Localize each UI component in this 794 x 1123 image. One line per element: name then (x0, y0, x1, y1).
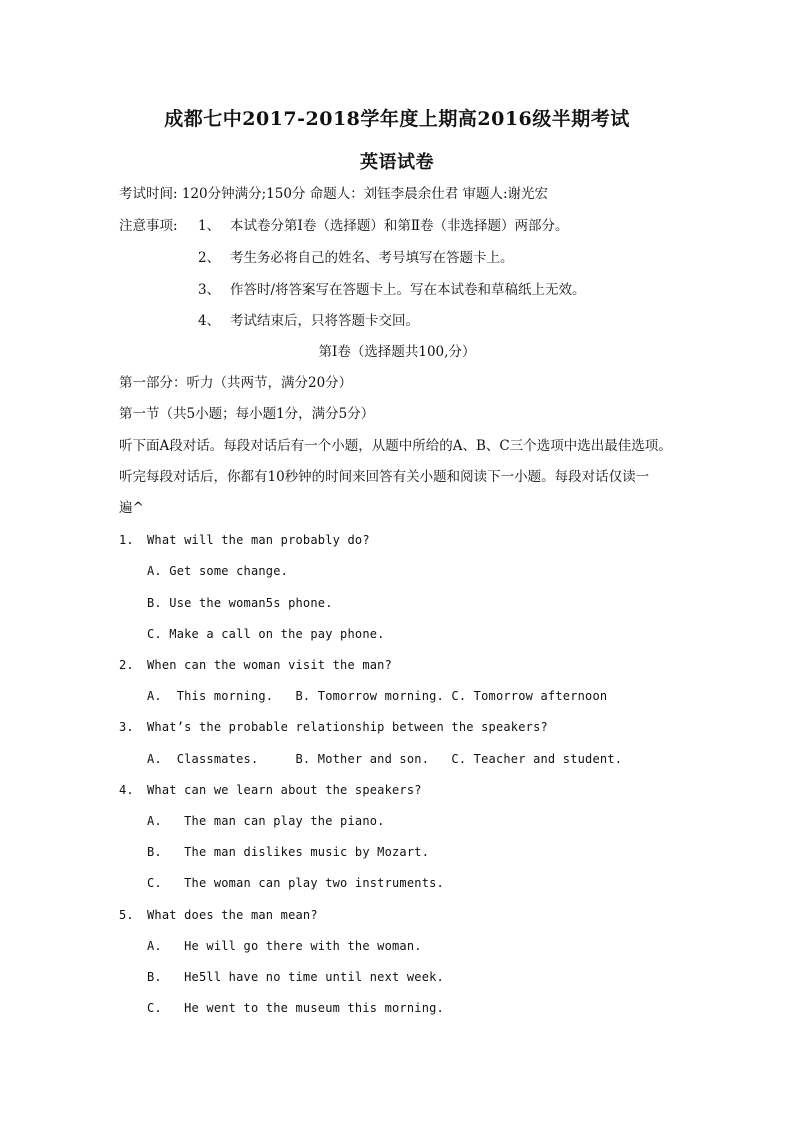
notes-label-text: 注意事项: (119, 218, 178, 234)
question-5-option-b: B. He5ll have no time until next week. (147, 970, 444, 984)
section-heading: 第一节（共5小题；每小题1分，满分5分） (119, 406, 375, 422)
section-title: 第Ⅰ卷（选择题共100,分） (318, 344, 476, 360)
question-number: 2. (119, 658, 134, 672)
instruction-line-3: 遍^ (119, 500, 144, 516)
question-number: 5. (119, 908, 134, 922)
question-1 (119, 531, 370, 549)
question-1-option-c: C. Make a call on the pay phone. (147, 627, 385, 641)
note-number: 1、 (198, 218, 221, 234)
question-text: What does the man mean? (147, 908, 318, 922)
note-text: 本试卷分第Ⅰ卷（选择题）和第Ⅱ卷（非选择题）两部分。 (230, 218, 569, 234)
exam-title: 成都七中2017-2018学年度上期高2016级半期考试 (164, 108, 630, 130)
note-item-1 (198, 217, 569, 235)
note-number: 3、 (198, 282, 221, 298)
note-item-2 (198, 249, 514, 267)
question-5 (119, 906, 318, 924)
note-item-3 (198, 281, 586, 299)
part-heading: 第一部分：听力（共两节，满分20分） (119, 375, 353, 391)
instruction-line-2: 听完每段对话后，你都有10秒钟的时间来回答有关小题和阅读下一小题。每段对话仅读一 (119, 469, 650, 485)
question-2 (119, 656, 392, 674)
question-4 (119, 781, 422, 799)
question-number: 1. (119, 533, 134, 547)
question-text: What will the man probably do? (147, 533, 370, 547)
note-number: 4、 (198, 313, 221, 329)
note-item-4 (198, 312, 419, 330)
question-4-option-b: B. The man dislikes music by Mozart. (147, 845, 430, 859)
note-number: 2、 (198, 250, 221, 266)
question-3 (119, 718, 548, 736)
note-text: 作答时/将答案写在答题卡上。写在本试卷和草稿纸上无效。 (230, 282, 586, 298)
question-4-option-c: C. The woman can play two instruments. (147, 876, 444, 890)
question-5-option-a: A. He will go there with the woman. (147, 939, 422, 953)
question-2-options: A. This morning. B. Tomorrow morning. C. Tomorrow afternoon (147, 689, 608, 703)
exam-info: 考试时间: 120分钟满分;150分 命题人：刘钰李晨余仕君 审题人:谢光宏 (119, 186, 549, 202)
question-1-option-a: A. Get some change. (147, 564, 289, 578)
notes-label (119, 217, 178, 235)
note-text: 考试结束后，只将答题卡交回。 (230, 313, 419, 329)
question-5-option-c: C. He went to the museum this morning. (147, 1001, 444, 1015)
question-1-option-b: B. Use the woman5s phone. (147, 596, 333, 610)
question-3-options: A. Classmates. B. Mother and son. C. Teacher and student. (147, 752, 623, 766)
question-text: When can the woman visit the man? (147, 658, 393, 672)
instruction-line-1: 听下面A段对话。每段对话后有一个小题，从题中所给的A、B、C三个选项中选出最佳选项。 (119, 438, 672, 454)
question-4-option-a: A. The man can play the piano. (147, 814, 385, 828)
question-text: What can we learn about the speakers? (147, 783, 422, 797)
question-number: 4. (119, 783, 134, 797)
question-number: 3. (119, 720, 134, 734)
exam-subtitle: 英语试卷 (360, 152, 434, 173)
question-text: What’s the probable relationship between the speakers? (147, 720, 548, 734)
note-text: 考生务必将自己的姓名、考号填写在答题卡上。 (230, 250, 514, 266)
